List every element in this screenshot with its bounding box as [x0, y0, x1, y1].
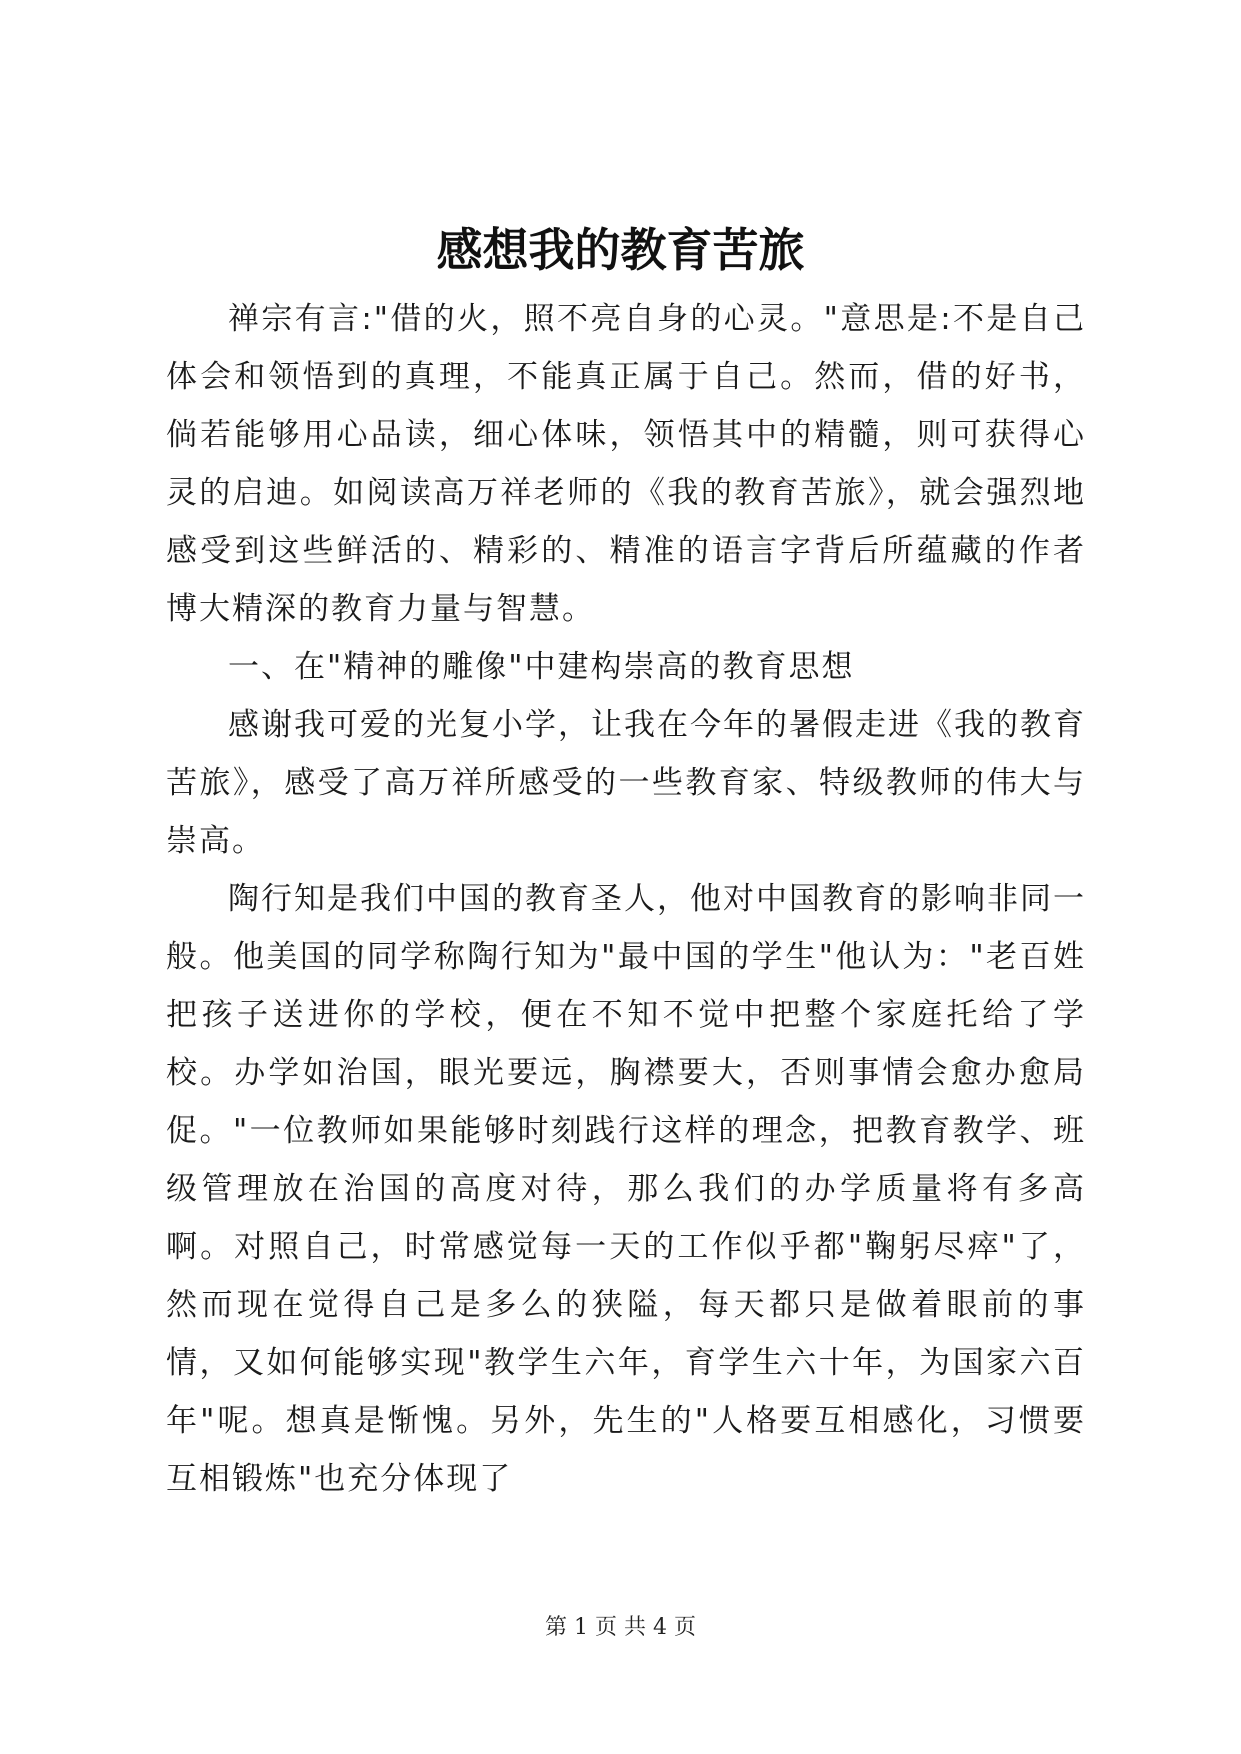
paragraph-thanks: 感谢我可爱的光复小学，让我在今年的暑假走进《我的教育苦旅》，感受了高万祥所感受的一些教育家、特级教师的伟大与崇高。 — [166, 707, 1086, 859]
section-heading: 一、在"精神的雕像"中建构崇高的教育思想 — [228, 649, 855, 685]
paragraph-tao-xingzhi: 陶行知是我们中国的教育圣人，他对中国教育的影响非同一般。他美国的同学称陶行知为"最中国的学生"他认为："老百姓把孩子送进你的学校，便在不知不觉中把整个家庭托给了学校。办学如治国，眼光要远，胸襟要大，否则事情会愈办愈局促。"一位教师如果能够时刻践行这样的理念，把教育教学、班级管理放在治国的高度对待，那么我们的办学质量将有多高啊。对照自己，时常感觉每一天的工作似乎都"鞠躬尽瘁"了，然而现在觉得自己是多么的狭隘，每天都只是做着眼前的事情，又如何能够实现"教学生六年，育学生六十年，为国家六百年"呢。想真是惭愧。另外，先生的"人格要互相感化，习惯要互相锻炼"也充分体现了 — [166, 881, 1086, 1497]
document-body — [166, 290, 1086, 1508]
paragraph-intro: 禅宗有言:"借的火，照不亮自身的心灵。"意思是:不是自己体会和领悟到的真理，不能真正属于自己。然而，借的好书，倘若能够用心品读，细心体味，领悟其中的精髓，则可获得心灵的启迪。如阅读高万祥老师的《我的教育苦旅》，就会强烈地感受到这些鲜活的、精彩的、精准的语言字背后所蕴藏的作者博大精深的教育力量与智慧。 — [166, 301, 1086, 627]
page-number-footer: 第 1 页 共 4 页 — [545, 1615, 696, 1640]
document-title: 感想我的教育苦旅 — [436, 223, 805, 277]
